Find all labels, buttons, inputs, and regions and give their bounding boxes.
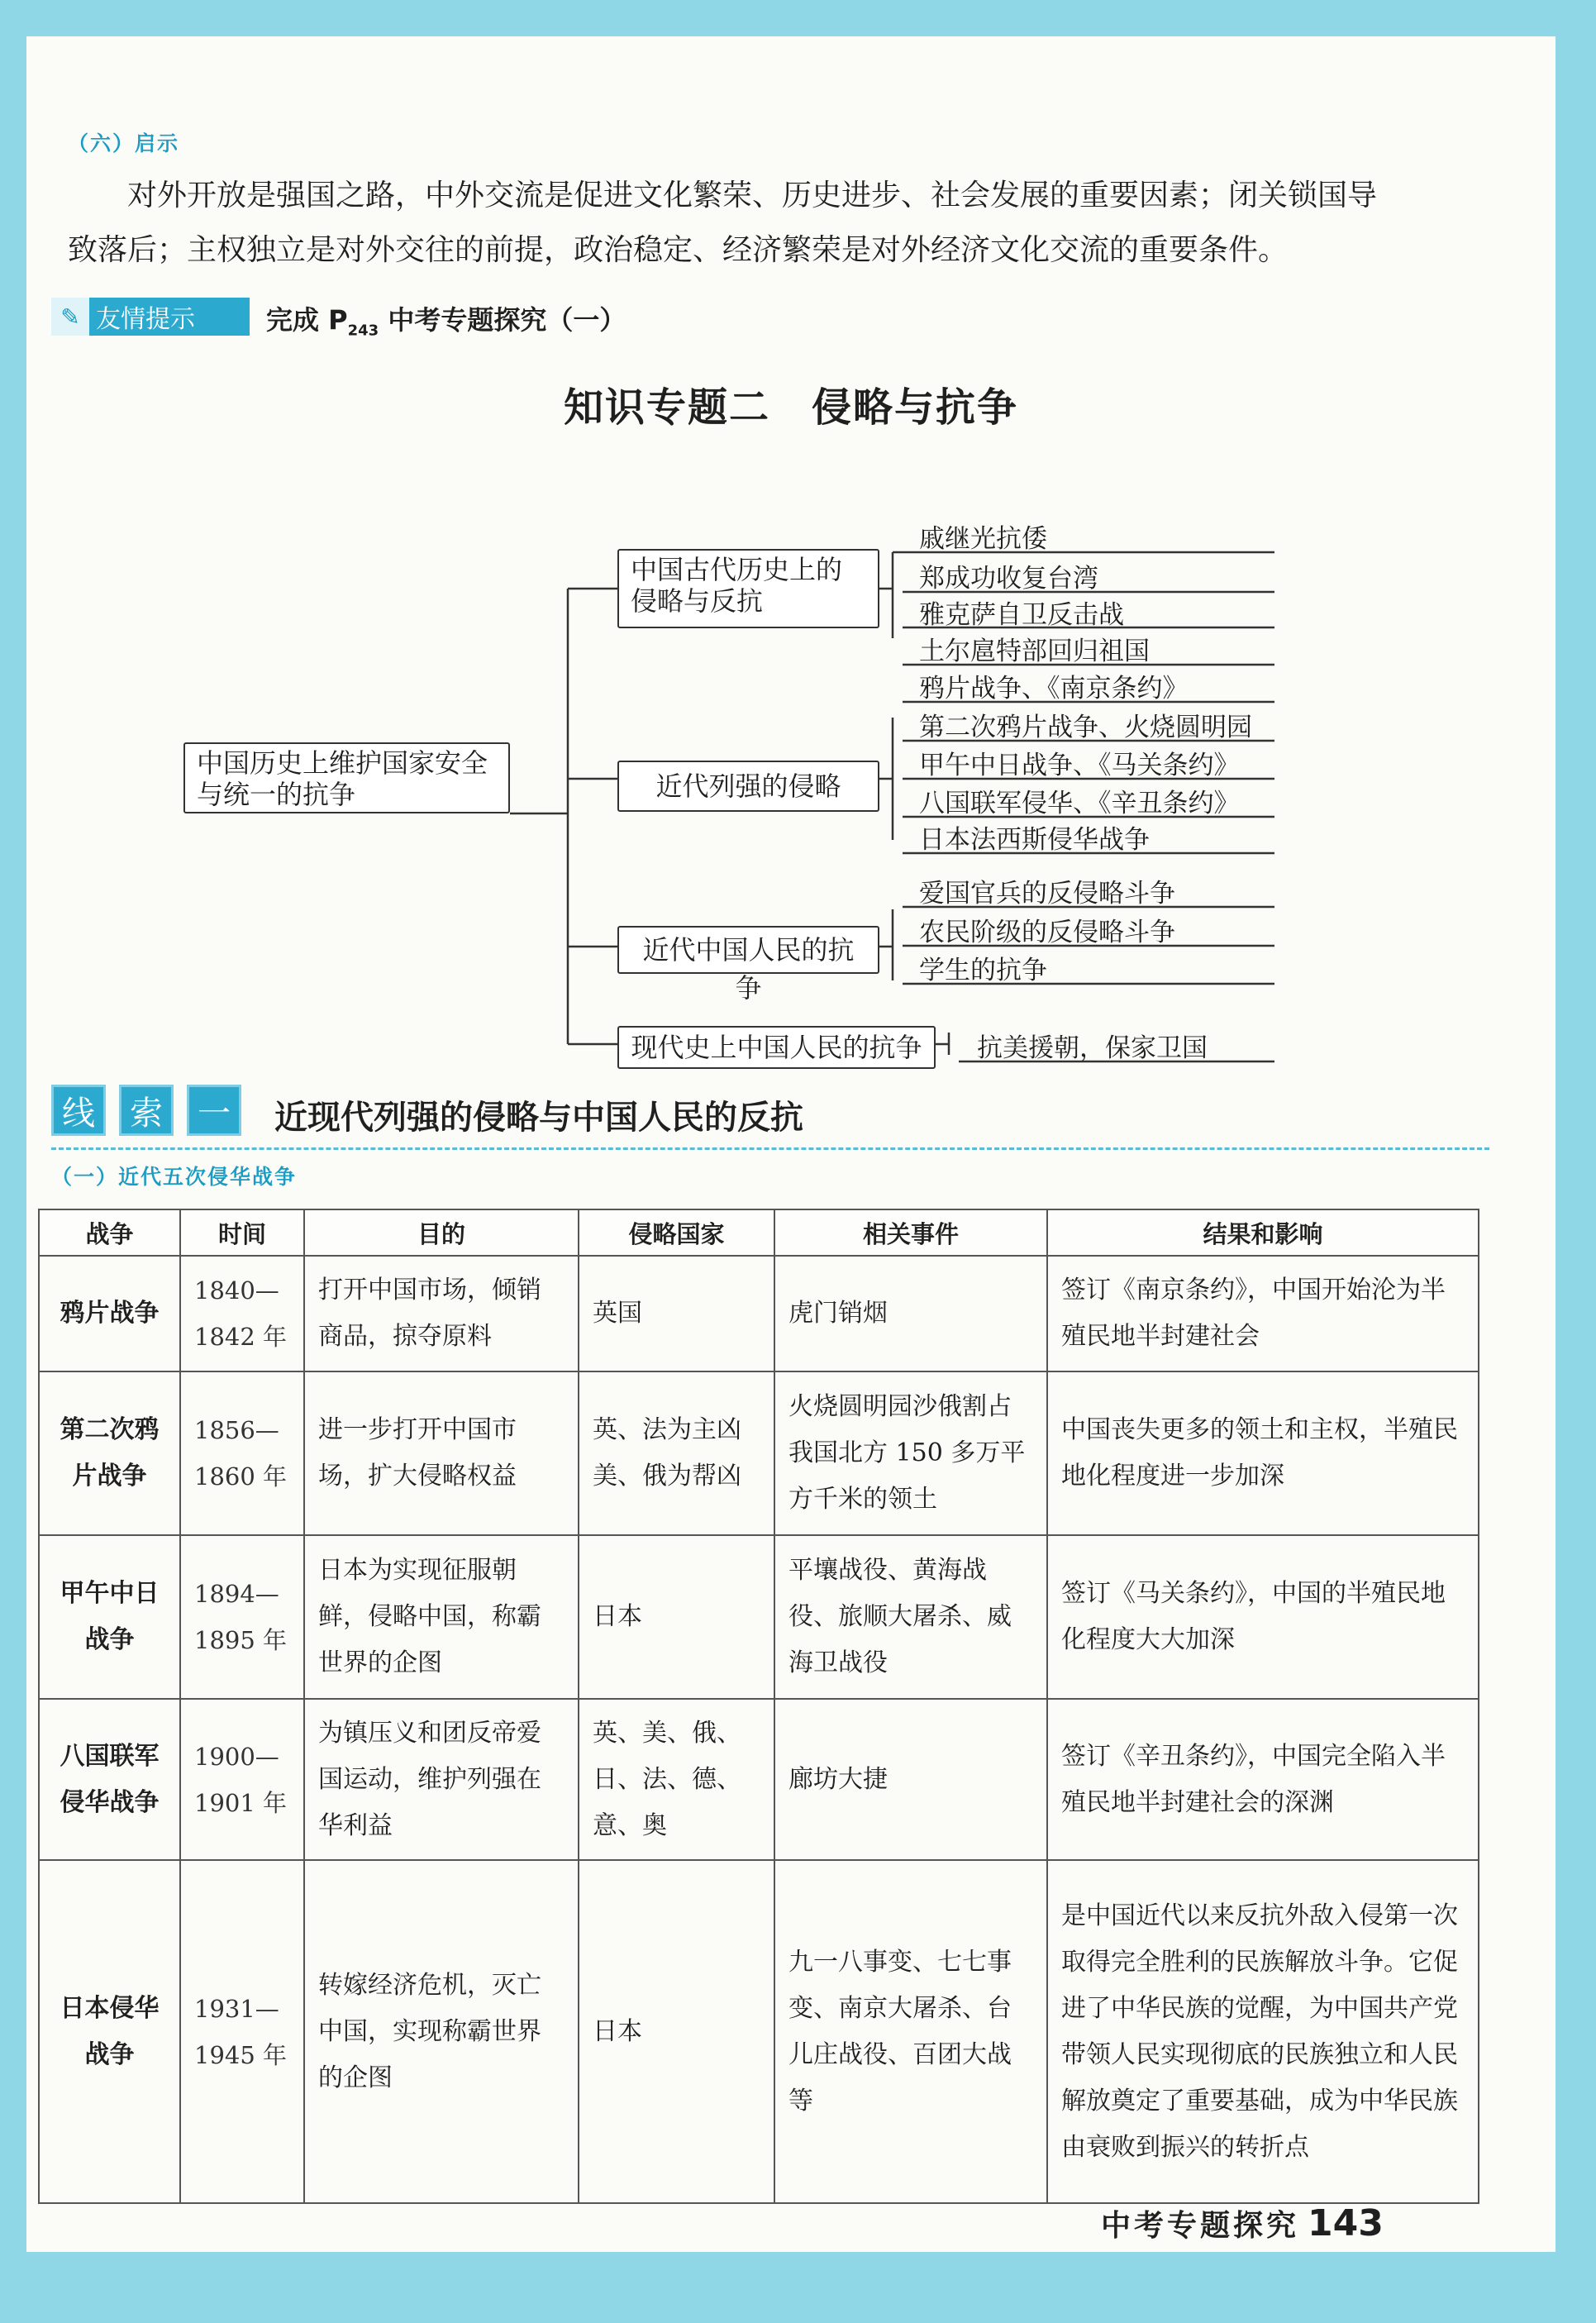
topic-title-part1: 知识专题二: [563, 384, 770, 431]
war-result: 中国丧失更多的领土和主权，半殖民地化程度进一步加深: [1047, 1371, 1479, 1535]
column-header: 目的: [304, 1209, 579, 1256]
column-header: 时间: [180, 1209, 304, 1256]
war-time: 1931—1945 年: [180, 1860, 304, 2203]
war-events: 廊坊大捷: [774, 1699, 1047, 1860]
war-events: 虎门销烟: [774, 1256, 1047, 1371]
tip-page-sub: 243: [347, 322, 379, 340]
mindmap-branch-contemporary: 现代史上中国人民的抗争: [617, 1026, 936, 1069]
page-number: 143: [1308, 2202, 1384, 2244]
mindmap-leaf: 郑成功收复台湾: [919, 564, 1098, 594]
mindmap-branch-people-resistance: 近代中国人民的抗争: [617, 926, 879, 974]
war-name: 第二次鸦片战争: [39, 1371, 180, 1535]
war-time: 1900—1901 年: [180, 1699, 304, 1860]
paragraph-line-2: 致落后；主权独立是对外交往的前提，政治稳定、经济繁荣是对外经济文化交流的重要条件。: [68, 233, 1289, 267]
mindmap-leaf: 戚继光抗倭: [919, 524, 1047, 554]
war-invaders: 英、美、俄、日、法、德、意、奥: [579, 1699, 774, 1860]
mindmap-leaf: 日本法西斯侵华战争: [919, 825, 1150, 855]
tip-text-after: 中考专题探究（一）: [379, 304, 626, 336]
war-time: 1894—1895 年: [180, 1535, 304, 1699]
war-time: 1856—1860 年: [180, 1371, 304, 1535]
table-row: [39, 1535, 1479, 1699]
mindmap-leaf: 学生的抗争: [919, 956, 1047, 985]
war-result: 签订《辛丑条约》，中国完全陷入半殖民地半封建社会的深渊: [1047, 1699, 1479, 1860]
footer-label: 中考专题探究: [1101, 2209, 1300, 2243]
war-name: 鸦片战争: [39, 1256, 180, 1371]
invasion-wars-table: [38, 1209, 1479, 2204]
pencil-note-icon: ✎: [51, 298, 89, 336]
war-name: 八国联军侵华战争: [39, 1699, 180, 1860]
war-purpose: 进一步打开中国市场，扩大侵略权益: [304, 1371, 579, 1535]
war-purpose: 转嫁经济危机，灭亡中国，实现称霸世界的企图: [304, 1860, 579, 2203]
table-row: [39, 1256, 1479, 1371]
topic-title-part2: 侵略与抗争: [812, 384, 1019, 431]
war-events: 九一八事变、七七事变、南京大屠杀、台儿庄战役、百团大战等: [774, 1860, 1047, 2203]
war-invaders: 英、法为主凶美、俄为帮凶: [579, 1371, 774, 1535]
war-result: 是中国近代以来反抗外敌入侵第一次取得完全胜利的民族解放斗争。它促进了中华民族的觉醒，为中国共产党带领人民实现彻底的民族独立和人民解放奠定了重要基础，成为中华民族由衰败到振兴的转折点: [1047, 1860, 1479, 2203]
mindmap-branch-ancient: 中国古代历史上的侵略与反抗: [617, 549, 879, 628]
clue-badges: [51, 1085, 255, 1136]
war-result: 签订《南京条约》，中国开始沦为半殖民地半封建社会: [1047, 1256, 1479, 1371]
column-header: 相关事件: [774, 1209, 1047, 1256]
table-row: [39, 1860, 1479, 2203]
tip-text-before: 完成 P: [266, 304, 348, 336]
mindmap-leaf: 雅克萨自卫反击战: [919, 600, 1124, 630]
clue-char: 线: [51, 1085, 106, 1136]
paragraph-line-1: 对外开放是强国之路，中外交流是促进文化繁荣、历史进步、社会发展的重要因素；闭关锁国导: [127, 179, 1378, 212]
column-header: 战争: [39, 1209, 180, 1256]
mindmap-leaf: 农民阶级的反侵略斗争: [919, 918, 1175, 947]
table-header-row: [39, 1209, 1479, 1256]
war-invaders: 日本: [579, 1860, 774, 2203]
tip-badge: [51, 298, 250, 336]
war-purpose: 日本为实现征服朝鲜，侵略中国，称霸世界的企图: [304, 1535, 579, 1699]
war-invaders: 英国: [579, 1256, 774, 1371]
mindmap-leaf: 土尔扈特部回归祖国: [919, 637, 1150, 666]
war-name: 日本侵华战争: [39, 1860, 180, 2203]
war-events: 火烧圆明园沙俄割占我国北方 150 多万平方千米的领土: [774, 1371, 1047, 1535]
war-purpose: 为镇压义和团反帝爱国运动，维护列强在华利益: [304, 1699, 579, 1860]
war-purpose: 打开中国市场，倾销商品，掠夺原料: [304, 1256, 579, 1371]
war-invaders: 日本: [579, 1535, 774, 1699]
war-time: 1840—1842 年: [180, 1256, 304, 1371]
clue-title: 近现代列强的侵略与中国人民的反抗: [274, 1099, 803, 1137]
table-row: [39, 1371, 1479, 1535]
mindmap-leaf: 第二次鸦片战争、火烧圆明园: [919, 713, 1252, 742]
column-header: 结果和影响: [1047, 1209, 1479, 1256]
clue-char: 索: [119, 1085, 174, 1136]
column-header: 侵略国家: [579, 1209, 774, 1256]
clue-char: 一: [187, 1085, 241, 1136]
mindmap-root: 中国历史上维护国家安全与统一的抗争: [183, 742, 510, 813]
mindmap-leaf: 鸦片战争、《南京条约》: [919, 674, 1189, 704]
revelation-paragraph: [68, 169, 1489, 278]
tip-text: [266, 299, 626, 339]
table-row: [39, 1699, 1479, 1860]
mindmap-branch-modern-invasion: 近代列强的侵略: [617, 761, 879, 812]
mindmap-leaf: 抗美援朝，保家卫国: [977, 1033, 1208, 1063]
tip-badge-label: 友情提示: [96, 305, 195, 334]
war-name: 甲午中日战争: [39, 1535, 180, 1699]
mindmap-leaf: 八国联军侵华、《辛丑条约》: [919, 789, 1240, 818]
section-heading: （六）启示: [68, 131, 180, 155]
topic-title: [26, 375, 1556, 432]
dashed-divider: [51, 1147, 1489, 1150]
mindmap-leaf: 爱国官兵的反侵略斗争: [919, 879, 1175, 909]
sub-heading: （一）近代五次侵华战争: [51, 1165, 298, 1189]
mindmap-leaf: 甲午中日战争、《马关条约》: [919, 751, 1240, 780]
page-footer: [1101, 2202, 1384, 2244]
war-events: 平壤战役、黄海战役、旅顺大屠杀、威海卫战役: [774, 1535, 1047, 1699]
textbook-page: [26, 36, 1556, 2252]
war-result: 签订《马关条约》，中国的半殖民地化程度大大加深: [1047, 1535, 1479, 1699]
